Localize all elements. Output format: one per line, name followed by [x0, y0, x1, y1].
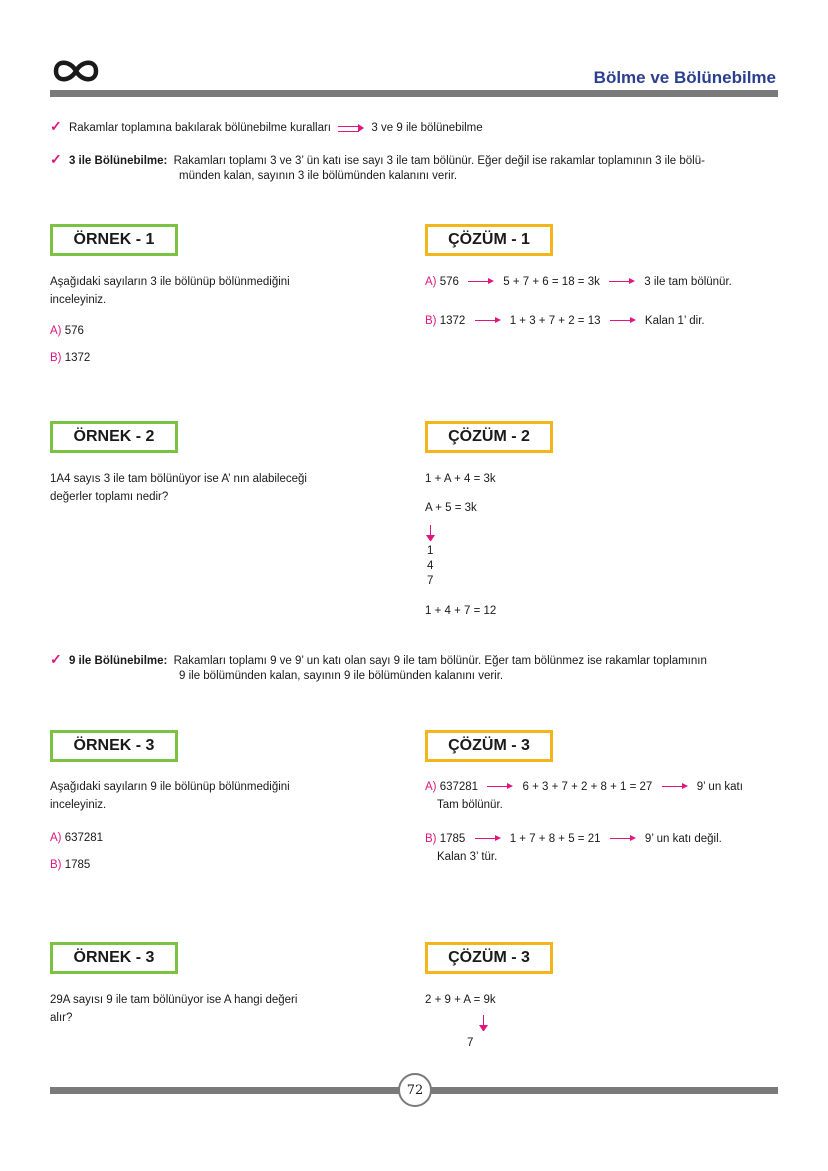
example-3-option-b: [50, 859, 90, 871]
solution-3-b: [425, 833, 722, 845]
example-4-title: ÖRNEK - 3: [50, 942, 178, 974]
solution-1-b: [425, 315, 705, 327]
rule-general-text: Rakamlar toplamına bakılarak bölünebilme kuralları: [68, 122, 332, 134]
footer-rule-right: [430, 1087, 778, 1094]
arrow-down-icon: [425, 525, 435, 541]
solution-1-a: [425, 276, 732, 288]
rule-3-label: 3 ile Bölünebilme:: [68, 155, 168, 167]
solution-b-expression: 1 + 7 + 8 + 5 = 21: [509, 833, 601, 845]
option-a-value: 576: [64, 325, 84, 337]
option-b-label: B): [50, 859, 62, 871]
solution-1-title: ÇÖZÜM - 1: [425, 224, 553, 256]
solution-3-b-line2: Kalan 3’ tür.: [437, 851, 498, 863]
solution-4-answer: 7: [467, 1037, 474, 1049]
example-2-title: ÖRNEK - 2: [50, 421, 178, 453]
example-4-question-line1: 29A sayısı 9 ile tam bölünüyor ise A hangi değeri: [50, 994, 298, 1006]
solution-b-result: Kalan 1’ dir.: [644, 315, 705, 327]
rule-general-result: 3 ve 9 ile bölünebilme: [371, 122, 483, 134]
solution-2-value: 7: [427, 575, 434, 587]
rule-3-line2: münden kalan, sayının 3 ile bölümünden kalanını verir.: [179, 170, 458, 182]
arrow-right-icon: [475, 835, 501, 843]
solution-2-sum: 1 + 4 + 7 = 12: [425, 605, 497, 617]
solution-4-equation: 2 + 9 + A = 9k: [425, 994, 496, 1006]
example-1-question-line2: inceleyiniz.: [50, 294, 107, 306]
option-a-value: 637281: [64, 832, 104, 844]
example-1-title: ÖRNEK - 1: [50, 224, 178, 256]
solution-2-equation-1: 1 + A + 4 = 3k: [425, 473, 496, 485]
option-a-label: A): [50, 325, 62, 337]
solution-2-title: ÇÖZÜM - 2: [425, 421, 553, 453]
solution-3-a-line2: Tam bölünür.: [437, 799, 503, 811]
solution-a-result: 3 ile tam bölünür.: [644, 276, 732, 288]
option-a-label: A): [50, 832, 62, 844]
infinity-logo-icon: [50, 56, 102, 86]
solution-a-number: 576: [439, 276, 459, 288]
solution-b-number: 1372: [439, 315, 466, 327]
rule-3: [50, 151, 705, 168]
example-3-option-a: [50, 832, 103, 844]
solution-a-number: 637281: [439, 781, 479, 793]
chapter-title: Bölme ve Bölünebilme: [593, 68, 776, 87]
example-4-question-line2: alır?: [50, 1012, 73, 1024]
solution-a-label: A): [425, 276, 437, 288]
example-1-option-a: [50, 325, 84, 337]
arrow-right-icon: [609, 278, 635, 286]
solution-3-a: [425, 781, 743, 793]
solution-2-equation-2: A + 5 = 3k: [425, 502, 477, 514]
arrow-down-icon: [478, 1015, 488, 1031]
rule-9: [50, 651, 707, 668]
arrow-right-icon: [468, 278, 494, 286]
example-3-title: ÖRNEK - 3: [50, 730, 178, 762]
solution-b-label: B): [425, 315, 437, 327]
check-icon: ✓: [50, 651, 62, 667]
option-b-value: 1785: [64, 859, 91, 871]
solution-a-expression: 6 + 3 + 7 + 2 + 8 + 1 = 27: [522, 781, 653, 793]
arrow-right-icon: [487, 783, 513, 791]
rule-9-line2: 9 ile bölümünden kalan, sayının 9 ile bölümünden kalanını verir.: [179, 670, 504, 682]
example-3-question-line2: inceleyiniz.: [50, 799, 107, 811]
solution-b-number: 1785: [439, 833, 466, 845]
example-1-option-b: [50, 352, 90, 364]
example-1-question-line1: Aşağıdaki sayıların 3 ile bölünüp bölünmediğini: [50, 276, 290, 288]
footer-rule-left: [50, 1087, 400, 1094]
arrow-right-icon: [662, 783, 688, 791]
solution-b-result: 9’ un katı değil.: [644, 833, 722, 845]
solution-a-result: 9’ un katı: [696, 781, 743, 793]
solution-a-label: A): [425, 781, 437, 793]
solution-b-label: B): [425, 833, 437, 845]
example-2-question-line2: değerler toplamı nedir?: [50, 491, 169, 503]
rule-9-label: 9 ile Bölünebilme:: [68, 655, 168, 667]
arrow-right-icon: [610, 317, 636, 325]
rule-general: [50, 118, 483, 135]
header-rule: [50, 90, 778, 97]
example-2-question-line1: 1A4 sayıs 3 ile tam bölünüyor ise A’ nın alabileceği: [50, 473, 307, 485]
solution-b-expression: 1 + 3 + 7 + 2 = 13: [509, 315, 601, 327]
check-icon: ✓: [50, 118, 62, 134]
solution-2-value: 4: [427, 560, 434, 572]
solution-a-expression: 5 + 7 + 6 = 18 = 3k: [503, 276, 600, 288]
solution-3-title: ÇÖZÜM - 3: [425, 730, 553, 762]
solution-2-value: 1: [427, 545, 434, 557]
page-number: 72: [398, 1073, 432, 1107]
rule-9-line1: Rakamları toplamı 9 ve 9’ un katı olan sayı 9 ile tam bölünür. Eğer tam bölünmez ise rakamlar toplamının: [173, 655, 707, 667]
example-3-question-line1: Aşağıdaki sayıların 9 ile bölünüp bölünmediğini: [50, 781, 290, 793]
option-b-label: B): [50, 352, 62, 364]
arrow-right-icon: [475, 317, 501, 325]
solution-4-title: ÇÖZÜM - 3: [425, 942, 553, 974]
arrow-right-icon: [610, 835, 636, 843]
check-icon: ✓: [50, 151, 62, 167]
option-b-value: 1372: [64, 352, 91, 364]
implies-arrow-icon: [338, 124, 364, 132]
rule-3-line1: Rakamları toplamı 3 ve 3’ ün katı ise sayı 3 ile tam bölünür. Eğer değil ise rakamlar toplamının 3 ile bölü-: [173, 155, 705, 167]
